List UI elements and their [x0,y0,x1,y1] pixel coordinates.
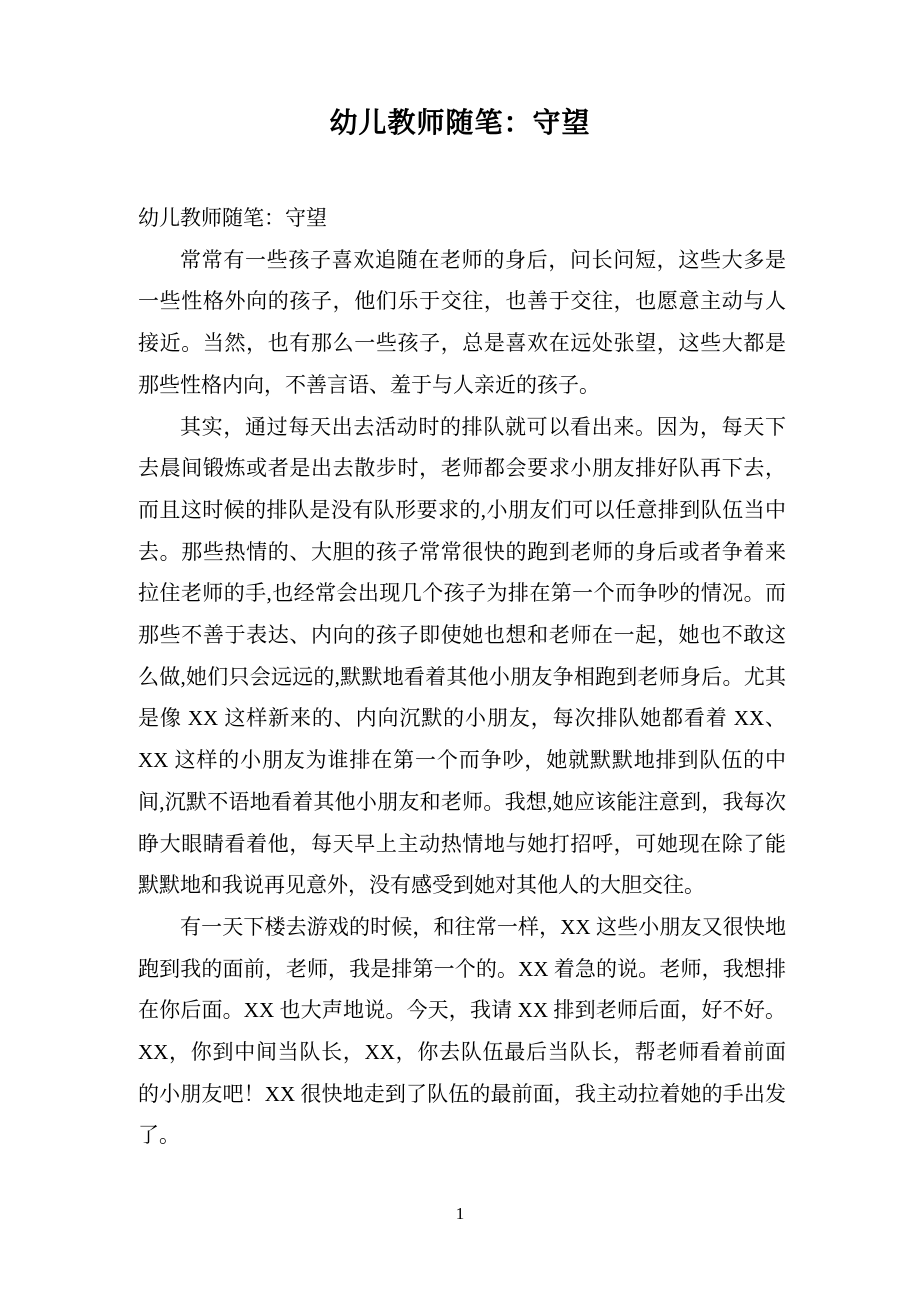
document-body [138,198,786,1157]
page-number: 1 [455,1204,465,1223]
document-title: 幼儿教师随笔：守望 [329,108,591,139]
paragraph: 常常有一些孩子喜欢追随在老师的身后，问长问短，这些大多是一些性格外向的孩子，他们乐于交往，也善于交往，也愿意主动与人接近。当然，也有那么一些孩子，总是喜欢在远处张望，这些大都是那些性格内向，不善言语、羞于与人亲近的孩子。 [138,247,786,397]
paragraph-subtitle: 幼儿教师随笔：守望 [138,206,327,230]
paragraph: 其实，通过每天出去活动时的排队就可以看出来。因为，每天下去晨间锻炼或者是出去散步时，老师都会要求小朋友排好队再下去，而且这时候的排队是没有队形要求的,小朋友们可以任意排到队伍当中去。那些热情的、大胆的孩子常常很快的跑到老师的身后或者争着来拉住老师的手,也经常会出现几个孩子为排在第一个而争吵的情况。而那些不善于表达、内向的孩子即使她也想和老师在一起，她也不敢这么做,她们只会远远的,默默地看着其他小朋友争相跑到老师身后。尤其是像 XX 这样新来的、内向沉默的小朋友，每次排队她都看着 XX、XX 这样的小朋友为谁排在第一个而争吵，她就默默地排到队伍的中间,沉默不语地看着其他小朋友和老师。我想,她应该能注意到，我每次睁大眼睛看着他，每天早上主动热情地与她打招呼，可她现在除了能默默地和我说再见意外，没有感受到她对其他人的大胆交往。 [138,414,786,898]
paragraph: 有一天下楼去游戏的时候，和往常一样，XX 这些小朋友又很快地跑到我的面前，老师，我是排第一个的。XX 着急的说。老师，我想排在你后面。XX 也大声地说。今天，我请 XX 排到老师后面，好不好。XX，你到中间当队长，XX，你去队伍最后当队长，帮老师看着前面的小朋友吧！XX 很快地走到了队伍的最前面，我主动拉着她的手出发了。 [138,914,786,1148]
